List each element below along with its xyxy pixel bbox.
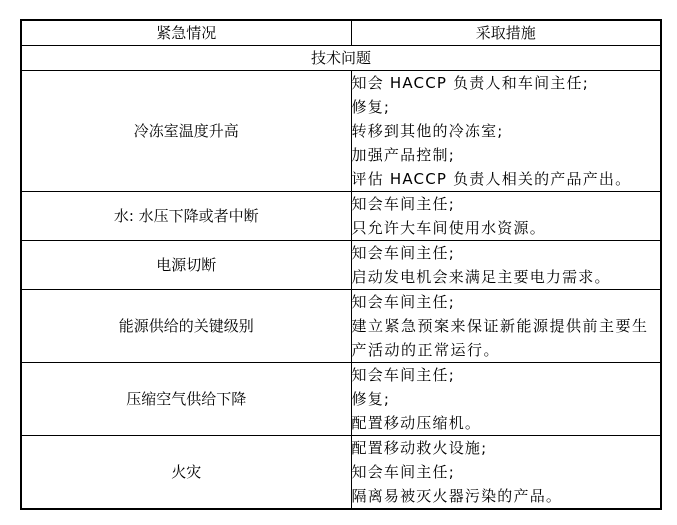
measures-cell — [351, 290, 661, 363]
measure-line: 修复; — [351, 390, 391, 408]
measure-line: 修复; — [351, 98, 391, 116]
measure-line: 配置移动压缩机。 — [351, 414, 482, 432]
situation-cell: 压缩空气供给下降 — [21, 363, 351, 436]
table-row — [21, 436, 661, 510]
measure-line: 评估 HACCP 负责人相关的产品产出。 — [351, 170, 632, 188]
measures-cell — [351, 192, 661, 241]
table-row — [21, 192, 661, 241]
measures-cell — [351, 436, 661, 510]
table-row — [21, 290, 661, 363]
situation-cell: 火灾 — [21, 436, 351, 510]
header-emergency-situation: 紧急情况 — [21, 20, 351, 46]
situation-cell: 电源切断 — [21, 241, 351, 290]
header-row — [21, 20, 661, 46]
situation-cell: 冷冻室温度升高 — [21, 71, 351, 192]
measure-line: 知会车间主任; — [351, 366, 455, 384]
measures-cell — [351, 71, 661, 192]
measure-line: 配置移动救火设施; — [351, 439, 488, 457]
table-row — [21, 363, 661, 436]
emergency-measures-table — [20, 19, 662, 510]
header-measures-taken: 采取措施 — [351, 20, 661, 46]
measure-line: 转移到其他的冷冻室; — [351, 122, 504, 140]
section-title: 技术问题 — [21, 46, 661, 71]
measure-line: 知会车间主任; — [351, 463, 455, 481]
section-row — [21, 46, 661, 71]
measures-cell — [351, 241, 661, 290]
measure-line: 知会车间主任; — [351, 244, 455, 262]
situation-cell: 水: 水压下降或者中断 — [21, 192, 351, 241]
measure-line: 知会 HACCP 负责人和车间主任; — [351, 74, 589, 92]
measure-line: 启动发电机会来满足主要电力需求。 — [351, 268, 611, 286]
measure-line: 加强产品控制; — [351, 146, 455, 164]
measure-line: 知会车间主任; — [351, 293, 455, 311]
measure-line: 隔离易被灭火器污染的产品。 — [351, 487, 563, 505]
measure-line: 建立紧急预案来保证新能源提供前主要生产活动的正常运行。 — [351, 317, 649, 359]
table-row — [21, 241, 661, 290]
table-row — [21, 71, 661, 192]
measure-line: 知会车间主任; — [351, 195, 455, 213]
measure-line: 只允许大车间使用水资源。 — [351, 219, 546, 237]
situation-cell: 能源供给的关键级别 — [21, 290, 351, 363]
measures-cell — [351, 363, 661, 436]
